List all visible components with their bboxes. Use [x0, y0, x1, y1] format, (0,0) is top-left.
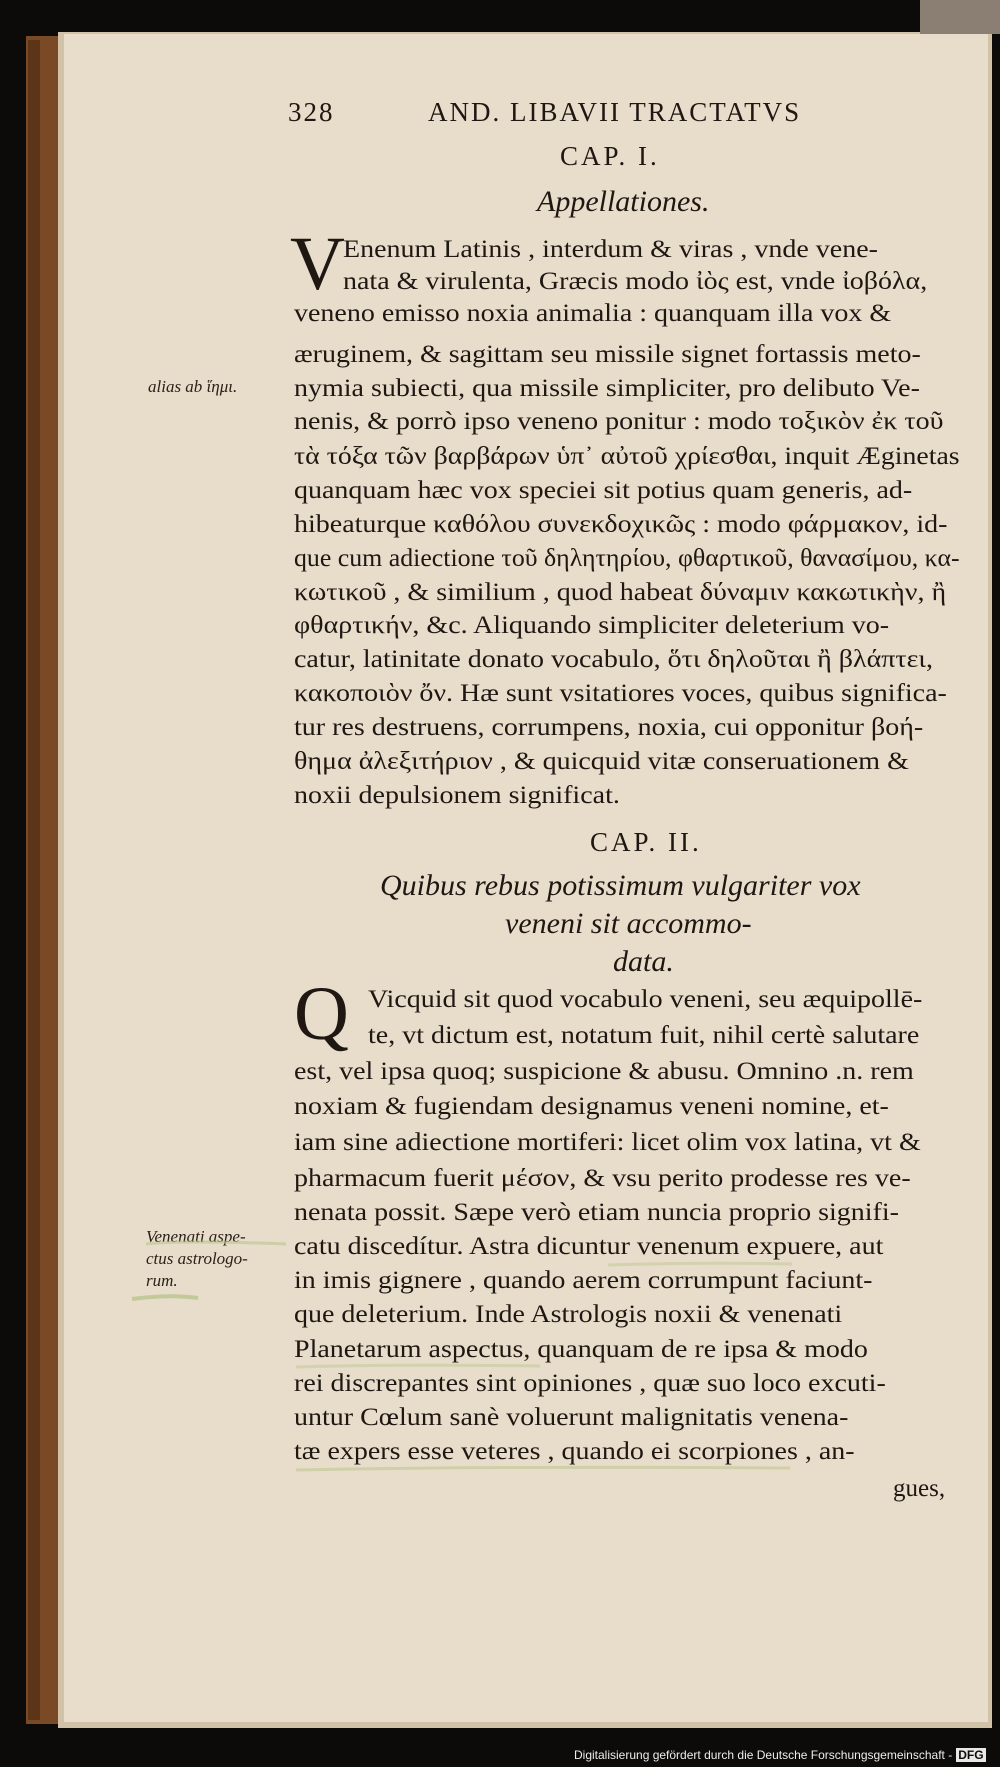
text-line: hibeaturque καθόλου συνεκδοχικῶς : modo φάρμακον, id- — [294, 511, 948, 538]
text-line: in imis gignere , quando aerem corrumpunt faciunt- — [294, 1267, 873, 1294]
text-line: Enenum Latinis , interdum & viras , vnde vene- — [343, 236, 878, 263]
text-line: nenis, & porrò ipso veneno ponitur : modo τοξικὸν ἐκ τοῦ — [294, 408, 944, 435]
text-line: Vicquid sit quod vocabulo veneni, seu æquipollē- — [368, 986, 923, 1013]
text-line: φθαρτικήν, &c. Aliquando simpliciter deleterium vo- — [294, 612, 890, 639]
text-line: κακοποιὸν ὄν. Hæ sunt vsitatiores voces, quibus significa- — [294, 680, 947, 707]
text-line: que cum adiectione τοῦ δηλητηρίου, φθαρτικοῦ, θανασίμου, κα- — [294, 545, 960, 572]
text-line: nata & virulenta, Græcis modo ἰὸς est, vnde ἰοβόλα, — [343, 268, 928, 295]
text-line: nenata possit. Sæpe verò etiam nuncia proprio signifi- — [294, 1199, 899, 1226]
text-line: rei discrepantes sint opiniones , quæ suo loco excuti- — [294, 1370, 886, 1397]
text-line: pharmacum fuerit μέσον, & vsu perito prodesse res ve- — [294, 1165, 911, 1192]
text-line: untur Cœlum sanè voluerunt malignitatis venena- — [294, 1404, 849, 1431]
text-line: τὰ τόξα τῶν βαρβάρων ὑπ᾽ αὐτοῦ χρίεσθαι, inquit Æginetas — [294, 443, 960, 470]
text-line: θημα ἀλεξιτήριον , & quicquid vitæ conseruationem & — [294, 748, 909, 775]
text-line: Planetarum aspectus, quanquam de re ipsa & modo — [294, 1336, 868, 1363]
text-line: catur, latinitate donato vocabulo, ὅτι δηλοῦται ἢ βλάπτει, — [294, 646, 933, 673]
text-line: quanquam hæc vox speciei sit potius quam generis, ad- — [294, 477, 913, 504]
margin-note-line: Venenati aspe- — [146, 1227, 246, 1246]
text-line: catu discedítur. Astra dicuntur venenum expuere, aut — [294, 1233, 884, 1260]
digitization-credit — [574, 1747, 984, 1763]
text-line: noxii depulsionem significat. — [294, 782, 620, 809]
page-number: 328 — [288, 97, 335, 127]
text-line: veneno emisso noxia animalia : quanquam illa vox & — [294, 300, 892, 327]
margin-note: alias ab ἵημι. — [148, 377, 238, 396]
chapter-2-subheading-line: Quibus rebus potissimum vulgariter vox — [380, 869, 861, 902]
text-line: noxiam & fugiendam designamus veneni nomine, et- — [294, 1093, 889, 1120]
catchword: gues, — [893, 1475, 946, 1502]
text-line: κωτικοῦ , & similium , quod habeat δύναμιν κακωτικὴν, ἢ — [294, 579, 947, 606]
text-line: nymia subiecti, qua missile simpliciter, pro delibuto Ve- — [294, 375, 920, 402]
dfg-logo: DFG — [958, 1748, 984, 1762]
chapter-1-heading: CAP. I. — [560, 141, 660, 171]
chapter-2-heading: CAP. II. — [590, 827, 702, 857]
text-line: est, vel ipsa quoq; suspicione & abusu. Omnino .n. rem — [294, 1058, 914, 1085]
drop-capital-q: Q — [294, 972, 349, 1056]
text-line: que deleterium. Inde Astrologis noxii & venenati — [294, 1301, 843, 1328]
margin-note-line: ctus astrologo- — [146, 1249, 248, 1268]
text-line: iam sine adiectione mortiferi: licet olim vox latina, vt & — [294, 1129, 921, 1156]
text-line: tur res destruens, corrumpens, noxia, cui opponitur βοή- — [294, 714, 924, 741]
drop-capital-v: V — [290, 222, 345, 306]
margin-note-line: rum. — [146, 1271, 178, 1290]
text-line: tæ expers esse veteres , quando ei scorpiones , an- — [294, 1438, 855, 1465]
text-line: æruginem, & sagittam seu missile signet fortassis meto- — [294, 341, 921, 368]
running-title: AND. LIBAVII TRACTATVS — [428, 97, 802, 127]
chapter-2-subheading-line: veneni sit accommo- — [505, 907, 752, 940]
chapter-2-subheading-line: data. — [613, 945, 674, 978]
digitization-credit-text: Digitalisierung gefördert durch die Deutsche Forschungsgemeinschaft - — [574, 1748, 953, 1762]
chapter-1-subheading: Appellationes. — [537, 185, 710, 218]
text-line: te, vt dictum est, notatum fuit, nihil certè salutare — [368, 1022, 920, 1049]
